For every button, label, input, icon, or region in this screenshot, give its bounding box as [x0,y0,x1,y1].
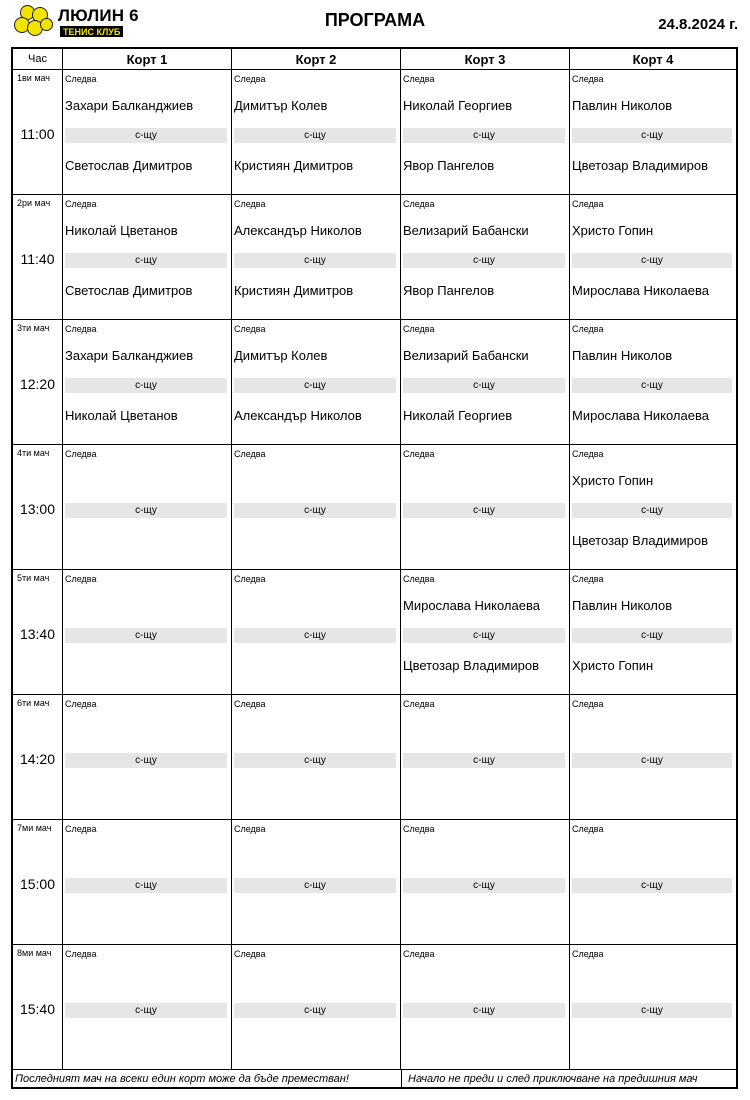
player-one: Павлин Николов [572,348,673,363]
match-cell [401,570,569,695]
match-time: 14:20 [19,751,56,767]
versus-bar: с-щу [234,753,396,768]
match-cell [401,945,569,1070]
match-cell [570,195,736,320]
match-cell [401,320,569,445]
player-two: Светослав Димитров [65,283,193,298]
next-label: Следва [572,824,604,834]
player-one: Мирослава Николаева [403,598,540,613]
match-cell [401,445,569,570]
player-one: Велизарий Бабански [403,348,529,363]
next-label: Следва [403,449,435,459]
versus-bar: с-щу [572,378,732,393]
next-label: Следва [403,199,435,209]
player-two: Мирослава Николаева [572,283,709,298]
match-time: 13:40 [19,626,56,642]
match-cell [63,445,231,570]
player-two: Цветозар Владимиров [572,533,708,548]
next-label: Следва [572,699,604,709]
match-cell [232,570,400,695]
versus-bar: с-щу [65,503,227,518]
player-one: Александър Николов [234,223,362,238]
player-two: Николай Георгиев [403,408,513,423]
versus-bar: с-щу [572,878,732,893]
match-cell [63,70,231,195]
column-header-time: Час [28,53,47,65]
match-time: 12:20 [19,376,56,392]
match-cell [401,695,569,820]
player-two: Кристиян Димитров [234,283,354,298]
match-time: 15:00 [19,876,56,892]
next-label: Следва [572,449,604,459]
player-two: Явор Пангелов [403,283,495,298]
match-cell [570,820,736,945]
match-cell [570,570,736,695]
versus-bar: с-щу [234,378,396,393]
match-cell [63,695,231,820]
match-number: 3ти мач [17,323,50,333]
versus-bar: с-щу [403,753,565,768]
player-one: Димитър Колев [234,98,328,113]
match-cell [401,195,569,320]
next-label: Следва [403,824,435,834]
logo-subtitle: ТЕНИС КЛУБ [60,26,123,37]
column-header-court-1: Корт 1 [126,52,168,67]
match-time: 11:00 [20,126,55,142]
page-title: ПРОГРАМА [324,10,426,30]
next-label: Следва [572,74,604,84]
next-label: Следва [234,574,266,584]
match-number: 6ти мач [17,698,50,708]
next-label: Следва [65,199,97,209]
versus-bar: с-щу [572,1003,732,1018]
versus-bar: с-щу [572,128,732,143]
player-two: Александър Николов [234,408,362,423]
match-cell [401,70,569,195]
player-one: Николай Георгиев [403,98,513,113]
versus-bar: с-щу [403,628,565,643]
versus-bar: с-щу [403,503,565,518]
next-label: Следва [65,949,97,959]
next-label: Следва [572,199,604,209]
match-time: 13:00 [19,501,56,517]
player-two: Цветозар Владимиров [572,158,708,173]
next-label: Следва [65,324,97,334]
player-one: Захари Балканджиев [65,348,194,363]
versus-bar: с-щу [65,128,227,143]
versus-bar: с-щу [234,628,396,643]
next-label: Следва [65,574,97,584]
column-header-court-4: Корт 4 [632,52,674,67]
versus-bar: с-щу [403,1003,565,1018]
versus-bar: с-щу [65,878,227,893]
next-label: Следва [572,324,604,334]
next-label: Следва [403,574,435,584]
schedule-date: 24.8.2024 г. [658,16,738,33]
versus-bar: с-щу [234,128,396,143]
match-cell [232,445,400,570]
next-label: Следва [403,949,435,959]
match-number: 5ти мач [17,573,50,583]
player-one: Велизарий Бабански [403,223,529,238]
footer-note-right: Начало не преди и след приключване на предишния мач [408,1073,698,1085]
versus-bar: с-щу [403,878,565,893]
match-cell [232,945,400,1070]
schedule-table [11,47,738,1089]
next-label: Следва [572,949,604,959]
match-cell [63,820,231,945]
next-label: Следва [65,699,97,709]
versus-bar: с-щу [234,253,396,268]
column-header-court-3: Корт 3 [464,52,506,67]
versus-bar: с-щу [65,753,227,768]
versus-bar: с-щу [234,878,396,893]
next-label: Следва [403,699,435,709]
next-label: Следва [234,449,266,459]
match-time: 15:40 [19,1001,56,1017]
match-number: 2ри мач [17,198,51,208]
next-label: Следва [234,699,266,709]
next-label: Следва [65,74,97,84]
next-label: Следва [403,74,435,84]
footer-divider [401,1069,402,1087]
match-cell [232,320,400,445]
next-label: Следва [234,324,266,334]
player-one: Христо Гопин [572,223,654,238]
versus-bar: с-щу [65,378,227,393]
versus-bar: с-щу [403,253,565,268]
versus-bar: с-щу [403,128,565,143]
player-two: Христо Гопин [572,658,654,673]
match-cell [570,945,736,1070]
versus-bar: с-щу [234,1003,396,1018]
footer-note-left: Последният мач на всеки един корт може да бъде преместван! [15,1073,349,1085]
next-label: Следва [65,824,97,834]
player-two: Николай Цветанов [65,408,178,423]
match-cell [63,195,231,320]
match-number: 7ми мач [17,823,52,833]
player-two: Кристиян Димитров [234,158,354,173]
next-label: Следва [572,574,604,584]
next-label: Следва [234,949,266,959]
player-one: Павлин Николов [572,598,673,613]
match-cell [232,820,400,945]
match-cell [570,695,736,820]
next-label: Следва [234,824,266,834]
player-one: Захари Балканджиев [65,98,194,113]
player-two: Цветозар Владимиров [403,658,539,673]
versus-bar: с-щу [65,1003,227,1018]
player-two: Светослав Димитров [65,158,193,173]
next-label: Следва [234,74,266,84]
match-number: 1ви мач [17,73,50,83]
player-one: Николай Цветанов [65,223,178,238]
logo-name: ЛЮЛИН 6 [58,6,139,25]
header [0,0,750,46]
match-cell [401,820,569,945]
match-time: 11:40 [20,251,55,267]
player-one: Христо Гопин [572,473,654,488]
column-header-court-2: Корт 2 [295,52,337,67]
match-cell [63,320,231,445]
versus-bar: с-щу [572,753,732,768]
match-number: 4ти мач [17,448,50,458]
player-one: Павлин Николов [572,98,673,113]
player-one: Димитър Колев [234,348,328,363]
match-cell [232,695,400,820]
versus-bar: с-щу [572,253,732,268]
player-two: Мирослава Николаева [572,408,709,423]
match-cell [63,945,231,1070]
versus-bar: с-щу [403,378,565,393]
match-cell [570,320,736,445]
match-cell [570,445,736,570]
match-cell [63,570,231,695]
versus-bar: с-щу [572,628,732,643]
player-two: Явор Пангелов [403,158,495,173]
match-cell [232,70,400,195]
next-label: Следва [403,324,435,334]
versus-bar: с-щу [65,253,227,268]
match-number: 8ми мач [17,948,52,958]
match-cell [570,70,736,195]
next-label: Следва [234,199,266,209]
match-cell [232,195,400,320]
next-label: Следва [65,449,97,459]
versus-bar: с-щу [234,503,396,518]
versus-bar: с-щу [572,503,732,518]
versus-bar: с-щу [65,628,227,643]
